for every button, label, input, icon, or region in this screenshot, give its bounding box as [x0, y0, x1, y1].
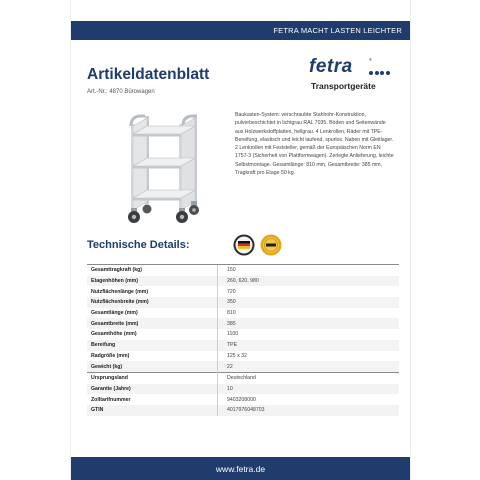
spec-row — [87, 372, 399, 383]
spec-value: 1100 — [218, 329, 400, 340]
spec-value: 810 — [218, 308, 400, 319]
spec-value: 9403208000 — [218, 394, 400, 405]
spec-row — [87, 405, 399, 416]
spec-key: Etagenhöhen (mm) — [87, 276, 218, 287]
spec-key: Ursprungsland — [87, 372, 218, 383]
spec-row — [87, 394, 399, 405]
logo-registered-mark: ® — [369, 57, 372, 62]
spec-key: Gesamtlänge (mm) — [91, 310, 138, 317]
technical-details-table — [87, 264, 399, 416]
spec-key: Nutzflächenbreite (mm) — [87, 297, 218, 308]
spec-key: Radgröße (mm) — [91, 352, 130, 359]
spec-row — [87, 361, 399, 372]
spec-value: 22 — [218, 361, 400, 372]
spec-key: Garantie (Jahre) — [87, 384, 218, 395]
top-banner — [71, 21, 410, 40]
spec-value: 4017976048703 — [218, 405, 400, 416]
spec-row — [87, 384, 399, 395]
spec-key: GTIN — [87, 405, 218, 416]
datasheet-page — [71, 0, 410, 480]
spec-value: 125 x 32 — [218, 351, 400, 362]
product-image-trolley — [103, 110, 233, 225]
logo-tagline: Transportgeräte — [311, 81, 376, 91]
spec-row — [87, 351, 399, 362]
page-title: Artikeldatenblatt — [87, 66, 210, 83]
spec-key: Bereifung — [87, 340, 218, 351]
spec-row — [87, 276, 399, 287]
spec-key: Gesamtbreite (mm) — [87, 318, 218, 329]
fetra-logo — [309, 56, 399, 96]
spec-row — [87, 329, 399, 340]
spec-row — [87, 340, 399, 351]
quality-seal-badge-icon — [260, 234, 282, 256]
spec-value: 260, 620, 980 — [218, 276, 400, 287]
spec-value: 150 — [218, 265, 400, 276]
spec-key: Zolltarifnummer — [91, 396, 131, 403]
spec-value: 350 — [218, 297, 400, 308]
spec-row — [87, 308, 399, 319]
footer-banner — [71, 457, 410, 480]
spec-key: Nutzflächenlänge (mm) — [91, 288, 149, 295]
spec-key: Gesamthöhe (mm) — [91, 331, 137, 338]
spec-row — [87, 318, 399, 329]
spec-value: 385 — [218, 318, 400, 329]
footer-website-link[interactable]: www.fetra.de — [215, 463, 266, 474]
spec-value: 10 — [218, 384, 400, 395]
logo-wordmark: fetra — [309, 56, 353, 77]
spec-row — [87, 265, 399, 276]
spec-row — [87, 286, 399, 297]
logo-dots-icon — [369, 71, 390, 75]
spec-key: Gewicht (kg) — [87, 361, 218, 372]
technical-details-heading: Technische Details: — [87, 239, 190, 251]
product-description: Baukasten-System: verschraubte Stahlrohr-Konstruktion, pulverbeschichtet in lichtgrau RAL 7035. Böden und Seitenwände aus Holzwerkstoffplatten, hellgrau. 4 Lenkrollen, Räder mit TPE-Bereifung, elastisch und leicht laufend, spurlos. Naben mit Gleitlager. 2 Lenkrollen mit Feststeller, gemäß der Europäischen Norm EN 1757-3 (Sicherheit von Plattformwagen). Zerlegte Anlieferung, leichte Selbstmontage. Gesamtlänge: 810 mm, Gesamtbreite: 385 mm, Tragkraft pro Etage 50 kg. — [235, 112, 394, 177]
banner-slogan: FETRA MACHT LASTEN LEICHTER — [273, 26, 402, 35]
spec-row — [87, 297, 399, 308]
spec-value: 720 — [218, 286, 400, 297]
made-in-germany-badge-icon — [233, 234, 255, 256]
spec-value: TPE — [218, 340, 400, 351]
spec-key: Gesamttragkraft (kg) — [87, 265, 218, 276]
article-number: Art.-Nr.: 4870 Bürowagen — [87, 89, 155, 95]
spec-value: Deutschland — [218, 372, 400, 383]
